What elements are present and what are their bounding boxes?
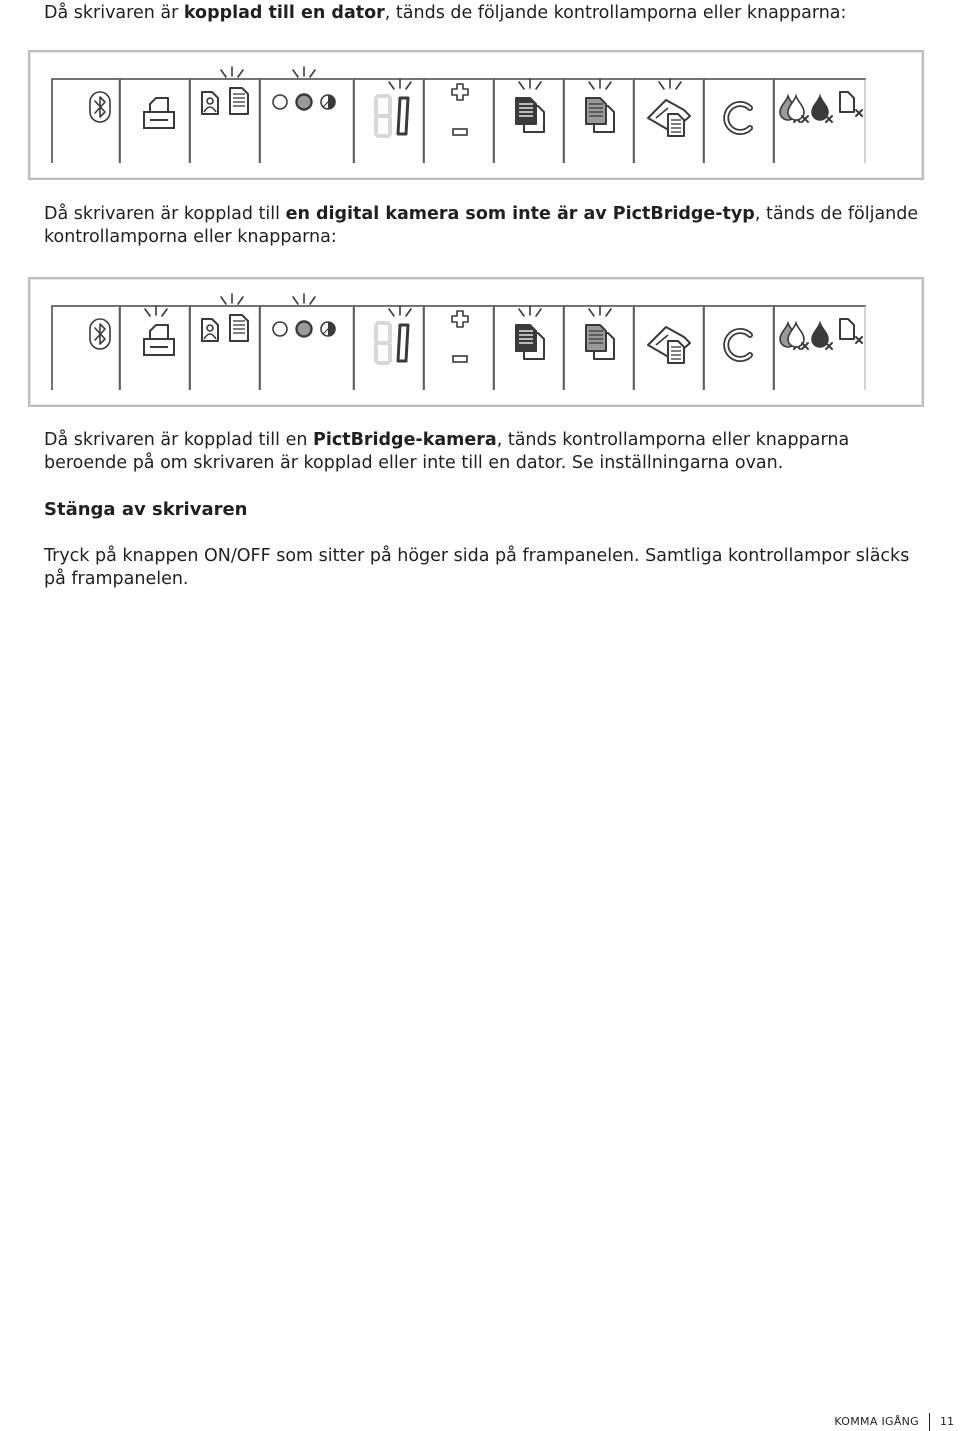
- ink-drop-black-icon: [812, 96, 832, 122]
- light-rays-icon: [659, 79, 681, 89]
- seven-segment-display-icon: [376, 96, 408, 136]
- footer-section-title: KOMMA IGÅNG: [834, 1415, 919, 1428]
- page-number: 11: [929, 1413, 960, 1431]
- color-dots-icon: [273, 95, 335, 110]
- document-icon: [230, 315, 248, 341]
- light-rays-icon: [293, 67, 315, 77]
- light-rays-icon: [221, 294, 243, 304]
- cancel-icon: [726, 104, 750, 132]
- panel-button: [424, 79, 494, 163]
- plus-icon: [452, 84, 468, 100]
- panel-button: [260, 67, 354, 163]
- ink-drop-black-icon: [812, 323, 832, 349]
- panel-button: [354, 79, 424, 163]
- document-icon: [586, 98, 606, 124]
- panel-button: [120, 79, 190, 163]
- document-icon: [840, 92, 862, 116]
- control-panel-camera: [28, 277, 924, 407]
- ink-drop-color-icon: [788, 96, 808, 122]
- panel-button: [190, 294, 260, 390]
- panel-button: [424, 306, 494, 390]
- panel-button: [494, 79, 564, 163]
- panel-button: [564, 79, 634, 163]
- light-rays-icon: [589, 306, 611, 316]
- document-icon: [668, 341, 684, 363]
- panel-button: [634, 306, 704, 390]
- ink-drop-color-icon: [788, 323, 808, 349]
- document-icon: [586, 325, 606, 351]
- paper-tray-icon: [144, 325, 174, 355]
- minus-icon: [453, 356, 467, 362]
- paper-tray-icon: [144, 98, 174, 128]
- document-icon: [202, 319, 218, 341]
- control-panel-diagram: [30, 279, 926, 409]
- light-rays-icon: [389, 306, 411, 316]
- seven-segment-display-icon: [376, 323, 408, 363]
- document-icon: [230, 88, 248, 114]
- scan-icon: [648, 327, 690, 363]
- light-rays-icon: [519, 79, 541, 89]
- copy-mono-icon: [586, 325, 614, 359]
- control-panel-computer: [28, 50, 924, 180]
- cancel-icon: [726, 331, 750, 359]
- minus-icon: [453, 129, 467, 135]
- light-rays-icon: [145, 306, 167, 316]
- section-heading: Stänga av skrivaren: [44, 499, 248, 520]
- intro-computer-text: Då skrivaren är kopplad till en dator, tänds de följande kontrollamporna eller knapparna:: [44, 3, 847, 23]
- panel-button: [774, 79, 866, 163]
- document-icon: [668, 114, 684, 136]
- ink-paper-error-icon: [780, 92, 862, 122]
- copy-color-icon: [516, 325, 544, 359]
- document-icon: [202, 92, 218, 114]
- light-rays-icon: [389, 79, 411, 89]
- panel-button: [564, 306, 634, 390]
- panel-button: [494, 306, 564, 390]
- scan-icon: [648, 100, 690, 136]
- panel-button: [120, 306, 190, 390]
- panel-button: [52, 79, 120, 163]
- intro-camera-text: Då skrivaren är kopplad till en digital kamera som inte är av PictBridge-typ, tänds de följande kontrollamporna eller knapparna:: [44, 204, 919, 247]
- page-footer: [834, 1413, 960, 1431]
- panel-button: [704, 79, 774, 163]
- light-rays-icon: [221, 67, 243, 77]
- document-icon: [840, 319, 862, 343]
- color-dots-icon: [273, 322, 335, 337]
- light-rays-icon: [293, 294, 315, 304]
- panel-button: [774, 306, 866, 390]
- panel-button: [260, 294, 354, 390]
- plus-icon: [452, 311, 468, 327]
- panel-button: [354, 306, 424, 390]
- copy-mono-icon: [586, 98, 614, 132]
- document-icon: [516, 98, 536, 124]
- intro-pictbridge-text: Då skrivaren är kopplad till en PictBridge-kamera, tänds kontrollamporna eller knapparna beroende på om skrivaren är kopplad eller inte till en dator. Se inställningarna ovan.: [44, 430, 850, 473]
- panel-button: [634, 79, 704, 163]
- light-rays-icon: [519, 306, 541, 316]
- bluetooth-icon: [90, 319, 110, 349]
- section-body-text: Tryck på knappen ON/OFF som sitter på höger sida på frampanelen. Samtliga kontrollampor släcks på frampanelen.: [44, 546, 910, 589]
- copy-color-icon: [516, 98, 544, 132]
- panel-button: [190, 67, 260, 163]
- intro-computer-emphasis: kopplad till en dator: [183, 3, 385, 23]
- control-panel-diagram: [30, 52, 926, 182]
- light-rays-icon: [589, 79, 611, 89]
- bluetooth-icon: [90, 92, 110, 122]
- ink-paper-error-icon: [780, 319, 862, 349]
- panel-button: [52, 306, 120, 390]
- document-icon: [516, 325, 536, 351]
- panel-button: [704, 306, 774, 390]
